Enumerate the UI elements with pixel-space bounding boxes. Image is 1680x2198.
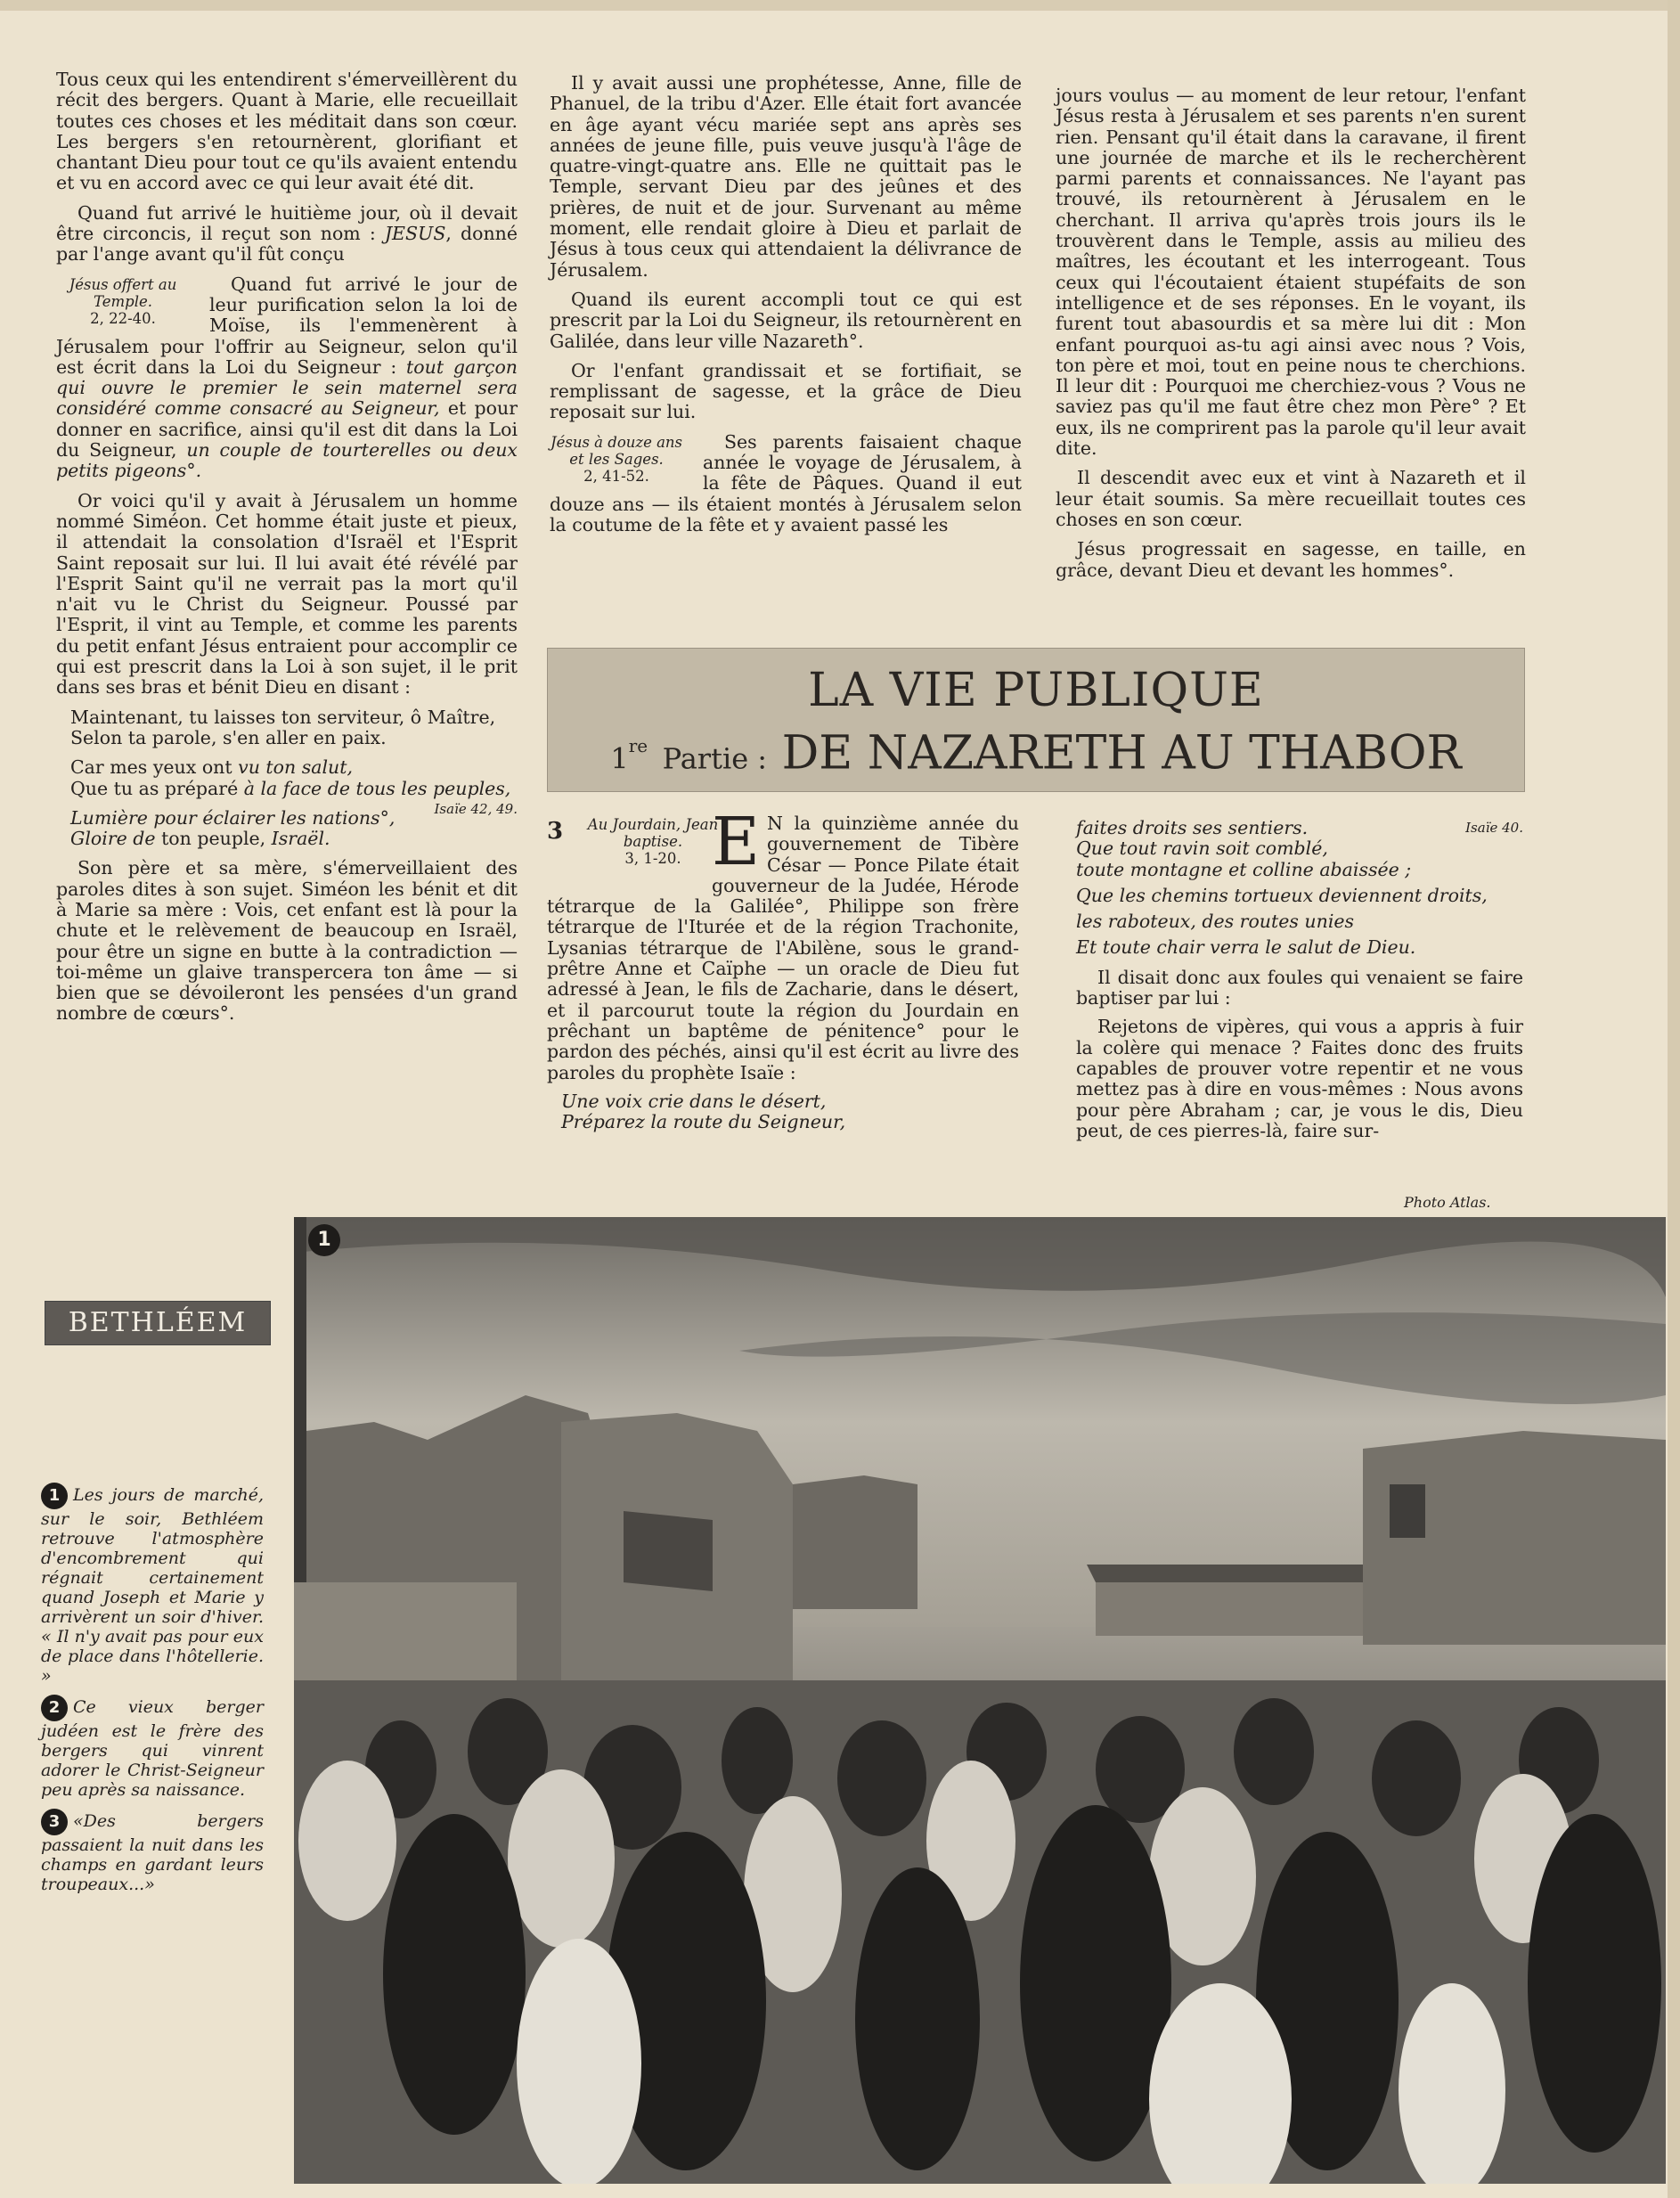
text-span: Quand fut arrivé le huitième jour, où il devait être circoncis, il reçut son nom :	[56, 201, 518, 245]
caption-text: Les jours de marché, sur le soir, Bethléem retrouve l'atmosphère d'encombrement qui régnait certainement quand Joseph et Marie y arrivèrent un soir d'hiver. « Il n'y avait pas pour eux de place dans l'hôtellerie. »	[41, 1485, 264, 1686]
text-column-1	[56, 69, 518, 1034]
quote-span: Lumière pour éclairer les nations°,	[70, 806, 396, 829]
verse-line: Que tout ravin soit comblé,	[1076, 838, 1328, 860]
paragraph: Quand ils eurent accompli tout ce qui est prescrit par la Loi du Seigneur, ils retournèrent en Galilée, dans leur ville Nazareth°.	[550, 288, 1022, 352]
reference-number: 2, 41-52.	[583, 467, 649, 485]
reference-title: Jésus offert au Temple.	[69, 275, 177, 310]
quote-span: Gloire de	[70, 828, 162, 850]
scripture-source: Isaïe 42, 49.	[434, 800, 518, 817]
photo-number-badge: 1	[308, 1224, 340, 1256]
text-span: Que tu as préparé	[70, 777, 244, 799]
part-superscript: re	[628, 735, 648, 756]
verse-line	[70, 829, 518, 849]
reference-title: Jésus à douze ans et les Sages.	[550, 433, 683, 468]
caption-number-badge: 1	[41, 1483, 68, 1509]
quote-span: tout garçon qui ouvre le premier le sein maternel sera considéré comme consacré au Seigneur,	[56, 355, 518, 420]
paragraph: Or l'enfant grandissait et se fortifiait, se remplissant de sagesse, et la grâce de Dieu reposait sur lui.	[550, 359, 1022, 423]
caption-text: «Des bergers passaient la nuit dans les champs en gardant leurs troupeaux...»	[41, 1811, 264, 1894]
verse-line: Selon ta parole, s'en aller en paix.	[70, 726, 387, 748]
page-right-edge	[1668, 0, 1680, 2198]
caption-text: Ce vieux berger judéen est le frère des bergers qui vinrent adorer le Christ-Seigneur peu après sa naissance.	[41, 1697, 264, 1800]
caption-number-badge: 2	[41, 1695, 68, 1721]
bethlehem-market-photo	[294, 1217, 1666, 2184]
caption-number-badge: 3	[41, 1809, 68, 1835]
caption-item	[41, 1483, 264, 1686]
quote-span: vu ton salut,	[238, 756, 353, 779]
verse-line: les raboteux, des routes unies	[1076, 911, 1355, 933]
text-column-3	[1056, 86, 1526, 590]
text-span: N la quinzième année du gouvernement de Tibère César — Ponce Pilate était gouverneur de la Judée, Hérode tétrarque de la Galilée°, Philippe son frère tétrarque de l'Iturée et de la région Trachonite, Lysanias tétrarque de l'Abilène, sous le grand-prêtre Anne et Caïphe — un oracle de Dieu fut adressé à Jean, le fils de Zacharie, dans le désert, et il parcourut toute la région du Jourdain en prêchant un baptême de pénitence° pour le pardon des péchés, ainsi qu'il est écrit au livre des paroles du prophète Isaïe :	[547, 813, 1019, 1083]
text-span: et pour donner en sacrifice, ainsi qu'il est dit dans la Loi du Seigneur,	[56, 397, 518, 462]
banner-title: LA VIE PUBLIQUE	[808, 664, 1264, 717]
caption-item	[41, 1695, 264, 1800]
verse-line: Et toute chair verra le salut de Dieu.	[1076, 936, 1416, 959]
quote-span: à la face de tous les peuples,	[243, 777, 511, 799]
scripture-source: Isaïe 40.	[1465, 820, 1523, 836]
part-number: 1	[610, 741, 629, 776]
prophecy-verse	[1076, 818, 1523, 959]
name-jesus: JESUS	[384, 223, 446, 245]
text-span: Quand fut arrivé le jour de leur purification selon la loi de Moïse, ils l'emmenèrent à Jérusalem pour l'offrir au Seigneur, selon qu'il est écrit dans la Loi du Seigneur :	[56, 273, 518, 378]
verse-line: Une voix crie dans le désert,	[561, 1090, 827, 1112]
verse-line: Préparez la route du Seigneur,	[561, 1111, 846, 1133]
section-number: 3	[547, 818, 564, 845]
reference-title: Au Jourdain, Jean baptise.	[587, 816, 719, 850]
page-top-edge	[0, 0, 1680, 11]
verse-line	[70, 757, 518, 778]
paragraph: Jésus progressait en sagesse, en taille, en grâce, devant Dieu et devant les hommes°.	[1056, 538, 1526, 581]
paragraph: Ses parents faisaient chaque année le voyage de Jérusalem, à la fête de Pâques. Quand il eut douze ans — ils étaient montés à Jérusalem selon la coutume de la fête et y avaient passé les	[550, 430, 1022, 535]
text-span: faites droits ses sentiers.	[1076, 817, 1309, 838]
section3-column-1	[547, 804, 1019, 1141]
paragraph: Rejetons de vipères, qui vous a appris à fuir la colère qui menace ? Faites donc des fruits capables de prouver votre repentir et ne vous mettez pas à dire en vous-mêmes : Nous avons pour père Abraham ; car, je vous le dis, Dieu peut, de ces pierres-là, faire sur-	[1076, 1016, 1523, 1141]
reference-number: 2, 22-40.	[90, 309, 156, 327]
verse-line	[70, 777, 518, 817]
drop-cap: E	[712, 804, 761, 880]
verse-line: Maintenant, tu laisses ton serviteur, ô Maître,	[70, 706, 496, 728]
margin-reference	[550, 434, 683, 485]
paragraph	[56, 203, 518, 266]
location-label: BETHLÉEM	[45, 1301, 271, 1345]
text-span: ton peuple,	[161, 828, 272, 850]
part-word: Partie :	[662, 741, 768, 776]
quote-span: un couple de tourterelles ou deux petits pigeons°.	[56, 439, 518, 482]
paragraph: Il y avait aussi une prophétesse, Anne, fille de Phanuel, de la tribu d'Azer. Elle était fort avancée en âge ayant vécu mariée sept ans après ses années de jeune fille, puis veuve jusqu'à l'âge de quatre-vingt-quatre ans. Elle ne quittait pas le Temple, servant Dieu par des jeûnes et des prières, de nuit et de jour. Survenant au même moment, elle rendait gloire à Dieu et parlait de Jésus à tous ceux qui attendaient la délivrance de Jérusalem.	[550, 72, 1022, 281]
paragraph: Tous ceux qui les entendirent s'émerveillèrent du récit des bergers. Quant à Marie, elle recueillait toutes ces choses et les méditait dans son cœur. Les bergers s'en retournèrent, glorifiant et chantant Dieu pour tout ce qu'ils avaient entendu et vu en accord avec ce qui leur avait été dit.	[56, 69, 518, 194]
text-span: , donné par l'ange avant qu'il fût conçu	[56, 223, 518, 266]
paragraph: jours voulus — au moment de leur retour, l'enfant Jésus resta à Jérusalem et ses parents n'en surent rien. Pensant qu'il était dans la caravane, il firent une journée de marche et ils le recherchèrent parmi parents et connaissances. Ne l'ayant pas trouvé, ils retournèrent à Jérusalem en le cherchant. Il arriva qu'après trois jours ils le trouvèrent dans le Temple, assis au milieu des maîtres, les écoutant et les interrogeant. Tous ceux qui l'écoutaient étaient stupéfaits de son intelligence et de ses réponses. En le voyant, ils furent tout abasourdis et sa mère lui dit : Mon enfant pourquoi as-tu agi ainsi avec nous ? Vois, ton père et moi, tout en peine nous te cherchions. Il leur dit : Pourquoi me cherchiez-vous ? Vous ne saviez pas qu'il me faut être chez mon Père° ? Et eux, ils ne comprirent pas la parole qu'il leur avait dite.	[1056, 85, 1526, 460]
photo-illustration	[294, 1217, 1666, 2184]
caption-item	[41, 1809, 264, 1894]
text-span: Car mes yeux ont	[70, 756, 239, 779]
canticle-verse	[56, 707, 518, 749]
banner-subtitle	[548, 718, 1524, 786]
text-column-2	[550, 73, 1022, 544]
verse-line	[1076, 818, 1523, 838]
banner-line2: DE NAZARETH AU THABOR	[781, 726, 1462, 780]
section3-column-2	[1076, 818, 1523, 1149]
photo-credit: Photo Atlas.	[1404, 1194, 1491, 1211]
verse-line: Que les chemins tortueux deviennent droits,	[1076, 884, 1488, 906]
paragraph: Il disait donc aux foules qui venaient se faire baptiser par lui :	[1076, 966, 1523, 1009]
quote-span: Israël.	[271, 828, 330, 850]
section-banner	[547, 648, 1525, 792]
prophecy-verse	[547, 1091, 1019, 1133]
canticle-verse	[56, 756, 518, 817]
paragraph: Or voici qu'il y avait à Jérusalem un homme nommé Siméon. Cet homme était juste et pieux, il attendait la consolation d'Israël et l'Esprit Saint reposait sur lui. Il lui avait été révélé par l'Esprit Saint qu'il ne verrait pas la mort qu'il n'ait vu le Christ du Seigneur. Poussé par l'Esprit, il vint au Temple, et comme les parents du petit enfant Jésus entraient pour accomplir ce qui est prescrit dans la Loi à son sujet, il le prit dans ses bras et bénit Dieu en disant :	[56, 489, 518, 699]
photo-captions	[41, 1483, 264, 1903]
margin-reference	[56, 276, 190, 327]
reference-number: 3, 1-20.	[624, 850, 681, 867]
paragraph: Il descendit avec eux et vint à Nazareth et il leur était soumis. Sa mère recueillait toutes ces choses en son cœur.	[1056, 467, 1526, 530]
verse-line: toute montagne et colline abaissée ;	[1076, 858, 1412, 880]
paragraph: Son père et sa mère, s'émerveillaient des paroles dites à son sujet. Siméon les bénit et dit à Marie sa mère : Vois, cet enfant est là pour la chute et le relèvement de beaucoup en Israël, pour être un signe en butte à la contradiction — toi-même un glaive transpercera ton âme — si bien que se dévoileront les pensées d'un grand nombre de cœurs°.	[56, 857, 518, 1025]
